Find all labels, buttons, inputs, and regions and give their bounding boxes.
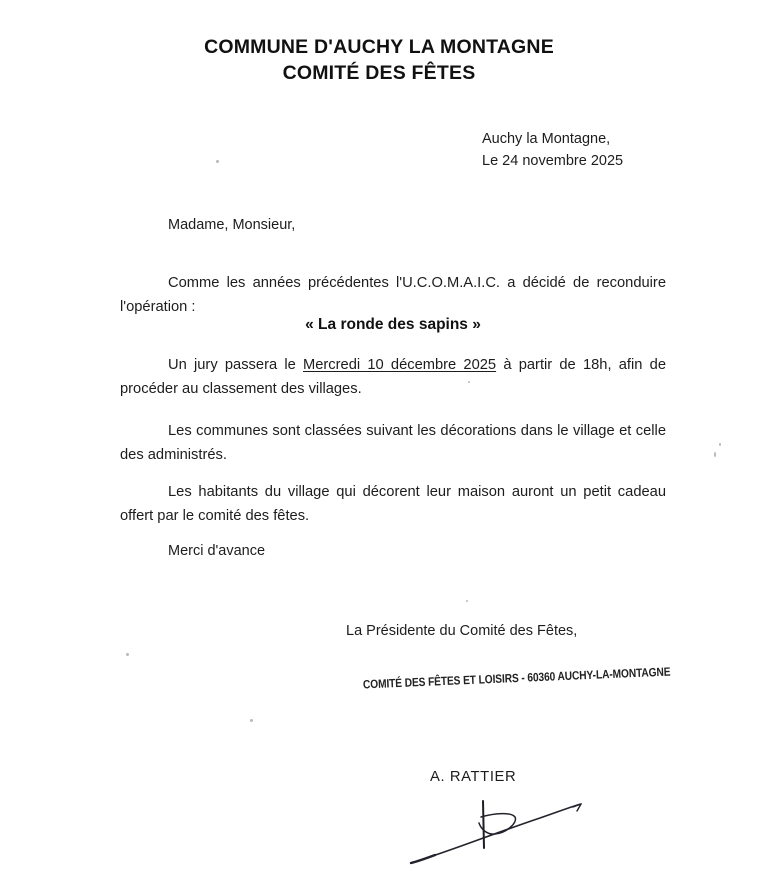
date-line: Le 24 novembre 2025 <box>482 153 624 170</box>
event-title: « La ronde des sapins » <box>305 316 481 333</box>
jury-text-start: Un jury passera le <box>168 357 303 373</box>
salutation: Madame, Monsieur, <box>168 217 296 233</box>
signer-name: A. RATTIER <box>430 769 517 785</box>
closing-thanks: Merci d'avance <box>168 543 266 559</box>
scan-artifact <box>126 653 129 656</box>
handwritten-signature-icon <box>405 793 635 891</box>
scan-artifact <box>216 160 219 163</box>
letterhead-commune-name: COMMUNE D'AUCHY LA MONTAGNE <box>204 36 554 58</box>
letterhead-committee-name: COMITÉ DES FÊTES <box>282 62 476 85</box>
scan-artifact <box>719 443 721 446</box>
place-line: Auchy la Montagne, <box>482 131 611 147</box>
signature-intro: La Présidente du Comité des Fêtes, <box>346 623 578 639</box>
letterhead <box>0 34 758 87</box>
scan-artifact <box>250 719 253 722</box>
paragraph-jury <box>120 354 666 402</box>
jury-text-end: à partir de 18h, afin de procéder au classement des villages. <box>120 357 666 397</box>
paragraph-gift: Les habitants du village qui décorent leur maison auront un petit cadeau offert par le comité des fêtes. <box>120 484 666 524</box>
paragraph-intro: Comme les années précédentes l'U.C.O.M.A.I.C. a décidé de reconduire l'opération : <box>120 275 666 315</box>
jury-date-underlined: Mercredi 10 décembre 2025 <box>303 357 497 373</box>
date-block <box>482 128 623 173</box>
scan-artifact <box>468 381 470 383</box>
scan-artifact <box>714 452 716 457</box>
committee-stamp: COMITÉ DES FÊTES ET LOISIRS - 60360 AUCHY-LA-MONTAGNE <box>362 666 671 692</box>
paragraph-ranking: Les communes sont classées suivant les décorations dans le village et celle des administrés. <box>120 423 666 463</box>
scan-artifact <box>466 600 468 602</box>
